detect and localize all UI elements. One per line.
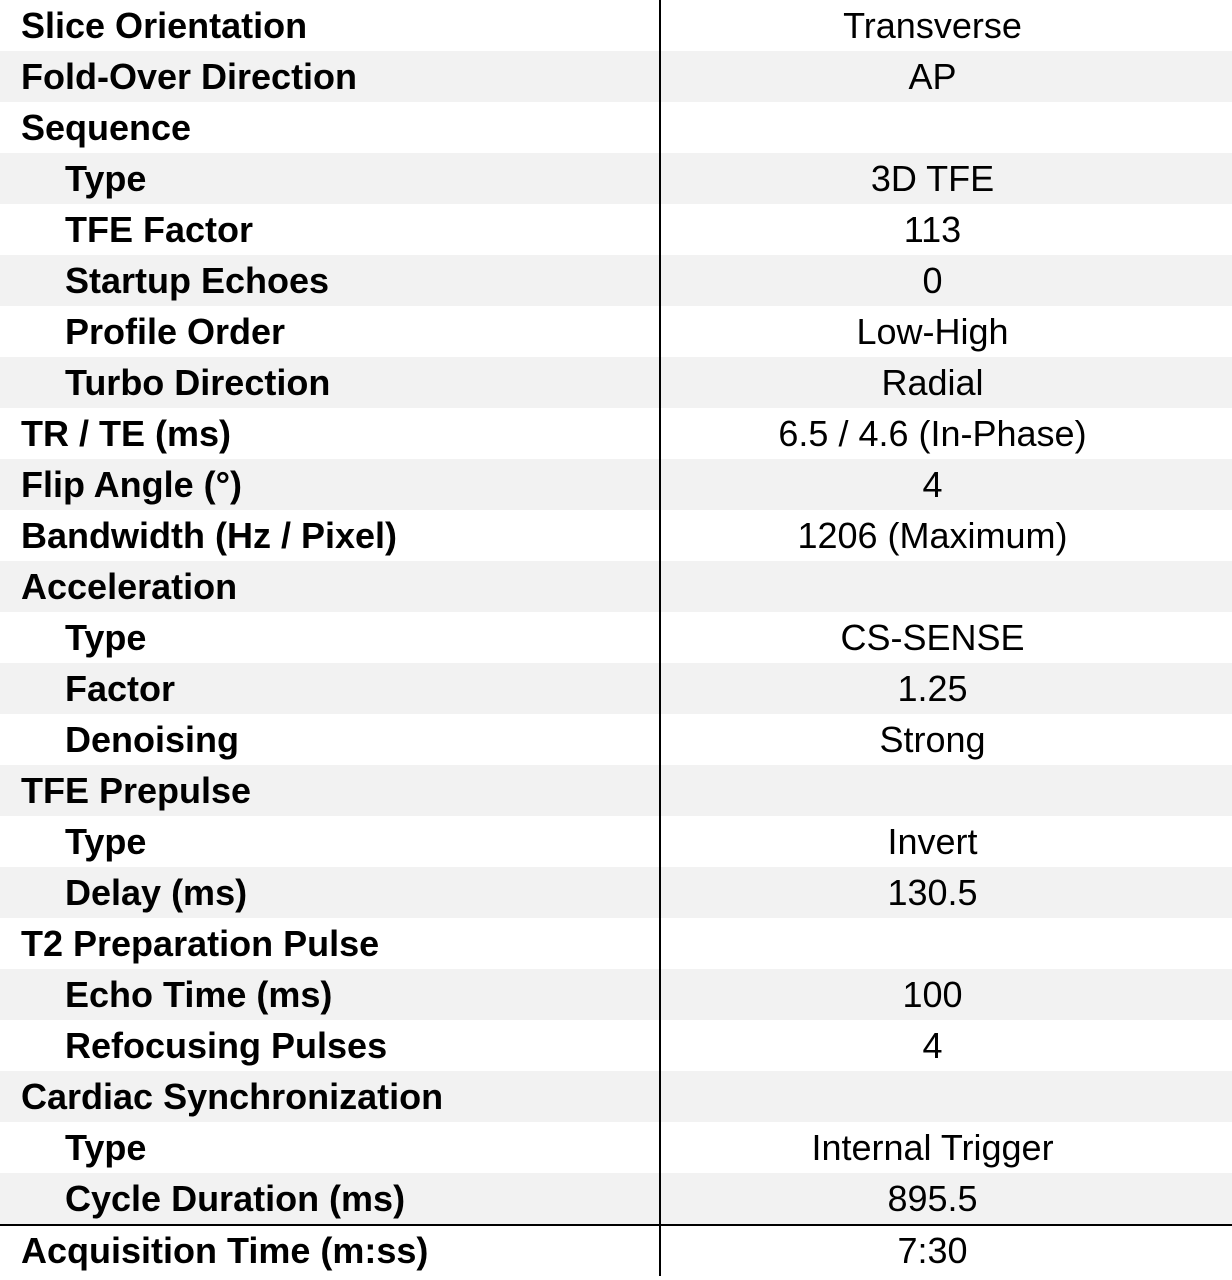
row-label: TFE Factor bbox=[0, 204, 660, 255]
row-label: Bandwidth (Hz / Pixel) bbox=[0, 510, 660, 561]
table-row bbox=[0, 867, 1232, 918]
row-label: Cardiac Synchronization bbox=[0, 1071, 660, 1122]
row-value: 3D TFE bbox=[660, 153, 1232, 204]
row-label: Profile Order bbox=[0, 306, 660, 357]
row-value bbox=[660, 1071, 1232, 1122]
row-label: Acceleration bbox=[0, 561, 660, 612]
row-value: 895.5 bbox=[660, 1173, 1232, 1225]
row-label: Turbo Direction bbox=[0, 357, 660, 408]
row-value: 0 bbox=[660, 255, 1232, 306]
row-label: Factor bbox=[0, 663, 660, 714]
row-label: Denoising bbox=[0, 714, 660, 765]
row-value: Low-High bbox=[856, 311, 1009, 352]
row-label: T2 Preparation Pulse bbox=[0, 918, 660, 969]
table-row bbox=[0, 408, 1232, 459]
row-value: Radial bbox=[660, 357, 1232, 408]
row-label: Type bbox=[0, 612, 660, 663]
row-label: Fold-Over Direction bbox=[0, 51, 660, 102]
row-label: TFE Prepulse bbox=[0, 765, 660, 816]
row-value: 4 bbox=[660, 459, 1232, 510]
row-label: Type bbox=[0, 153, 660, 204]
row-value: 100 bbox=[660, 969, 1232, 1020]
row-value: Transverse bbox=[843, 5, 1022, 46]
row-value bbox=[660, 561, 1232, 612]
table-row bbox=[0, 765, 1232, 816]
table-row bbox=[0, 102, 1232, 153]
row-value: 4 bbox=[922, 1025, 943, 1066]
table-row bbox=[0, 204, 1232, 255]
table-row bbox=[0, 1071, 1232, 1122]
table-row bbox=[0, 816, 1232, 867]
table-row bbox=[0, 561, 1232, 612]
table-row bbox=[0, 255, 1232, 306]
table-row bbox=[0, 459, 1232, 510]
row-label: Type bbox=[0, 816, 660, 867]
row-label: Cycle Duration (ms) bbox=[0, 1173, 660, 1225]
table-row bbox=[0, 918, 1232, 969]
table-row bbox=[0, 1122, 1232, 1173]
table-row bbox=[0, 0, 1232, 51]
table-row bbox=[0, 969, 1232, 1020]
row-value: Strong bbox=[879, 719, 986, 760]
table-row bbox=[0, 357, 1232, 408]
row-label: Flip Angle (°) bbox=[0, 459, 660, 510]
row-value: 7:30 bbox=[660, 1225, 1232, 1276]
table-row bbox=[0, 714, 1232, 765]
table-row-total bbox=[0, 1225, 1232, 1276]
table-row bbox=[0, 153, 1232, 204]
row-value: 130.5 bbox=[660, 867, 1232, 918]
row-value: 1.25 bbox=[660, 663, 1232, 714]
row-value bbox=[660, 765, 1232, 816]
row-label: Echo Time (ms) bbox=[0, 969, 660, 1020]
row-value bbox=[660, 102, 1232, 153]
row-label: Delay (ms) bbox=[0, 867, 660, 918]
row-label: Sequence bbox=[0, 102, 660, 153]
row-label: TR / TE (ms) bbox=[0, 408, 660, 459]
row-value: AP bbox=[660, 51, 1232, 102]
row-label: Acquisition Time (m:ss) bbox=[0, 1225, 660, 1276]
table-row bbox=[0, 1020, 1232, 1071]
row-label: Startup Echoes bbox=[0, 255, 660, 306]
table-row bbox=[0, 510, 1232, 561]
table-row bbox=[0, 1173, 1232, 1225]
row-value: Internal Trigger bbox=[811, 1127, 1054, 1168]
row-value: 113 bbox=[903, 209, 962, 250]
row-value: 6.5 / 4.6 (In-Phase) bbox=[778, 413, 1087, 454]
row-value: CS-SENSE bbox=[840, 617, 1025, 658]
row-label: Refocusing Pulses bbox=[0, 1020, 660, 1071]
row-value: Invert bbox=[887, 821, 978, 862]
table-row bbox=[0, 51, 1232, 102]
table-row bbox=[0, 306, 1232, 357]
row-label: Type bbox=[0, 1122, 660, 1173]
row-value: 1206 (Maximum) bbox=[797, 515, 1068, 556]
row-value bbox=[660, 918, 1232, 969]
table-row bbox=[0, 663, 1232, 714]
table-row bbox=[0, 612, 1232, 663]
row-label: Slice Orientation bbox=[0, 0, 660, 51]
